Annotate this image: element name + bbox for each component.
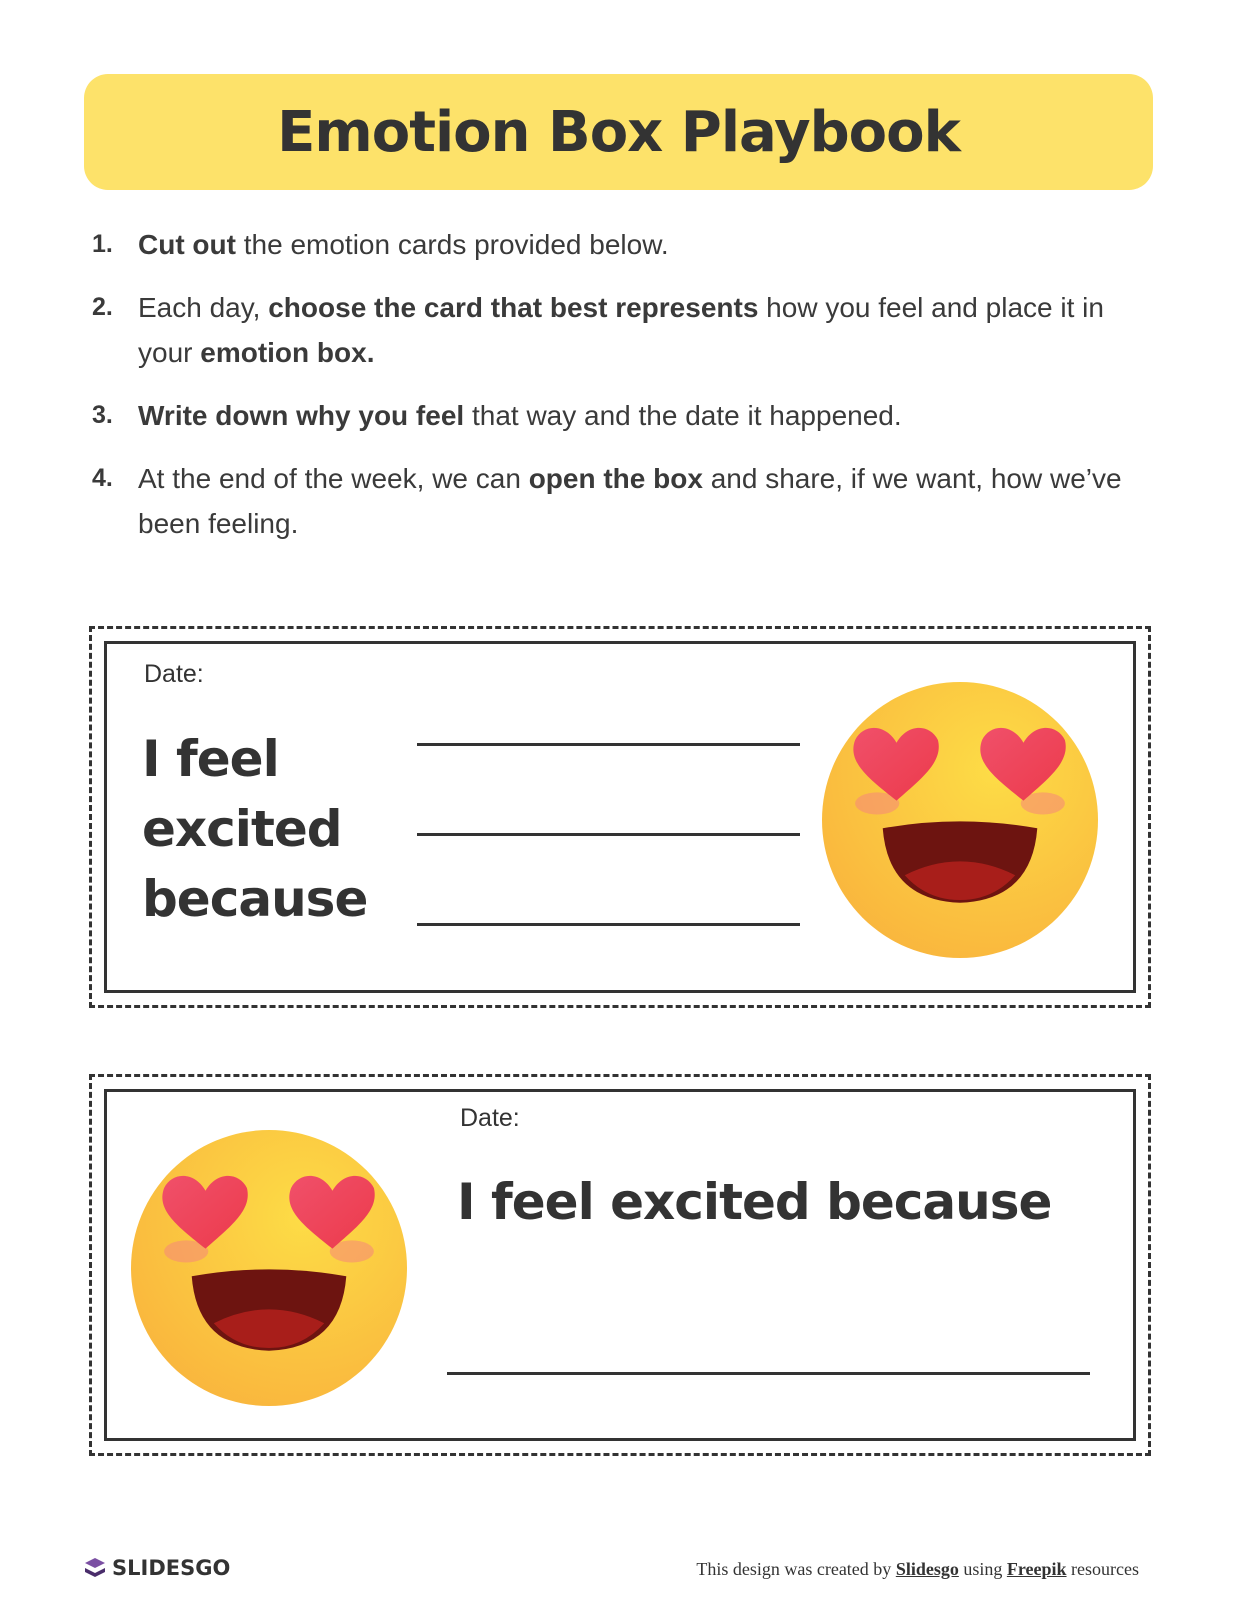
credit-text: using [958, 1559, 1007, 1579]
emotion-card-1 [104, 641, 1136, 993]
instruction-plain: and share, if we want, how we’ve been feeling. [138, 463, 1122, 539]
instruction-number: 3. [92, 401, 113, 429]
feel-statement: I feel excited because [457, 1173, 1052, 1231]
feel-line: because [142, 870, 368, 928]
instruction-plain: Each day, [138, 292, 269, 323]
credit-line [696, 1559, 1139, 1580]
instruction-item [92, 393, 1132, 438]
instruction-bold: open the box [528, 463, 703, 494]
instruction-item [92, 222, 1132, 267]
instructions-list [92, 222, 1132, 564]
instruction-text [138, 456, 1132, 546]
feel-statement [142, 724, 367, 934]
feel-line: excited [142, 800, 342, 858]
instruction-bold: Cut out [138, 229, 236, 260]
freepik-link[interactable]: Freepik [1006, 1559, 1067, 1579]
instruction-number: 2. [92, 293, 113, 321]
instruction-plain: At the end of the week, we can [138, 463, 529, 494]
heart-eyes-smiley-icon [131, 1130, 407, 1411]
instruction-number: 1. [92, 230, 113, 258]
brand-logo[interactable] [84, 1556, 230, 1580]
instruction-plain: the emotion cards provided below. [235, 229, 669, 260]
feel-line: I feel [142, 730, 279, 788]
write-line[interactable] [417, 923, 800, 926]
credit-text: This design was created by [696, 1559, 896, 1579]
instruction-item [92, 285, 1132, 375]
instruction-item [92, 456, 1132, 546]
page-title: Emotion Box Playbook [277, 99, 960, 165]
instruction-text [138, 393, 902, 438]
write-line[interactable] [417, 833, 800, 836]
date-label: Date: [460, 1104, 520, 1132]
emotion-card-2 [104, 1089, 1136, 1441]
instruction-bold: choose the card that best represents [268, 292, 759, 323]
date-label: Date: [144, 660, 204, 688]
slidesgo-logo-icon [84, 1557, 106, 1579]
credit-text: resources [1066, 1559, 1139, 1579]
instruction-bold: Write down why you feel [138, 400, 465, 431]
emotion-card-cutout-2[interactable] [89, 1074, 1151, 1456]
instruction-text [138, 285, 1132, 375]
title-banner [84, 74, 1153, 190]
slidesgo-link[interactable]: Slidesgo [895, 1559, 959, 1579]
instruction-number: 4. [92, 464, 113, 492]
heart-eyes-smiley-icon [822, 682, 1098, 963]
write-line[interactable] [417, 743, 800, 746]
instruction-bold: emotion box. [200, 337, 375, 368]
brand-name: SLIDESGO [112, 1556, 231, 1580]
instruction-text [138, 222, 669, 267]
write-line[interactable] [447, 1372, 1090, 1375]
emotion-card-cutout-1[interactable] [89, 626, 1151, 1008]
instruction-plain: that way and the date it happened. [464, 400, 902, 431]
instruction-plain: how you feel and place it in your [138, 292, 1104, 368]
